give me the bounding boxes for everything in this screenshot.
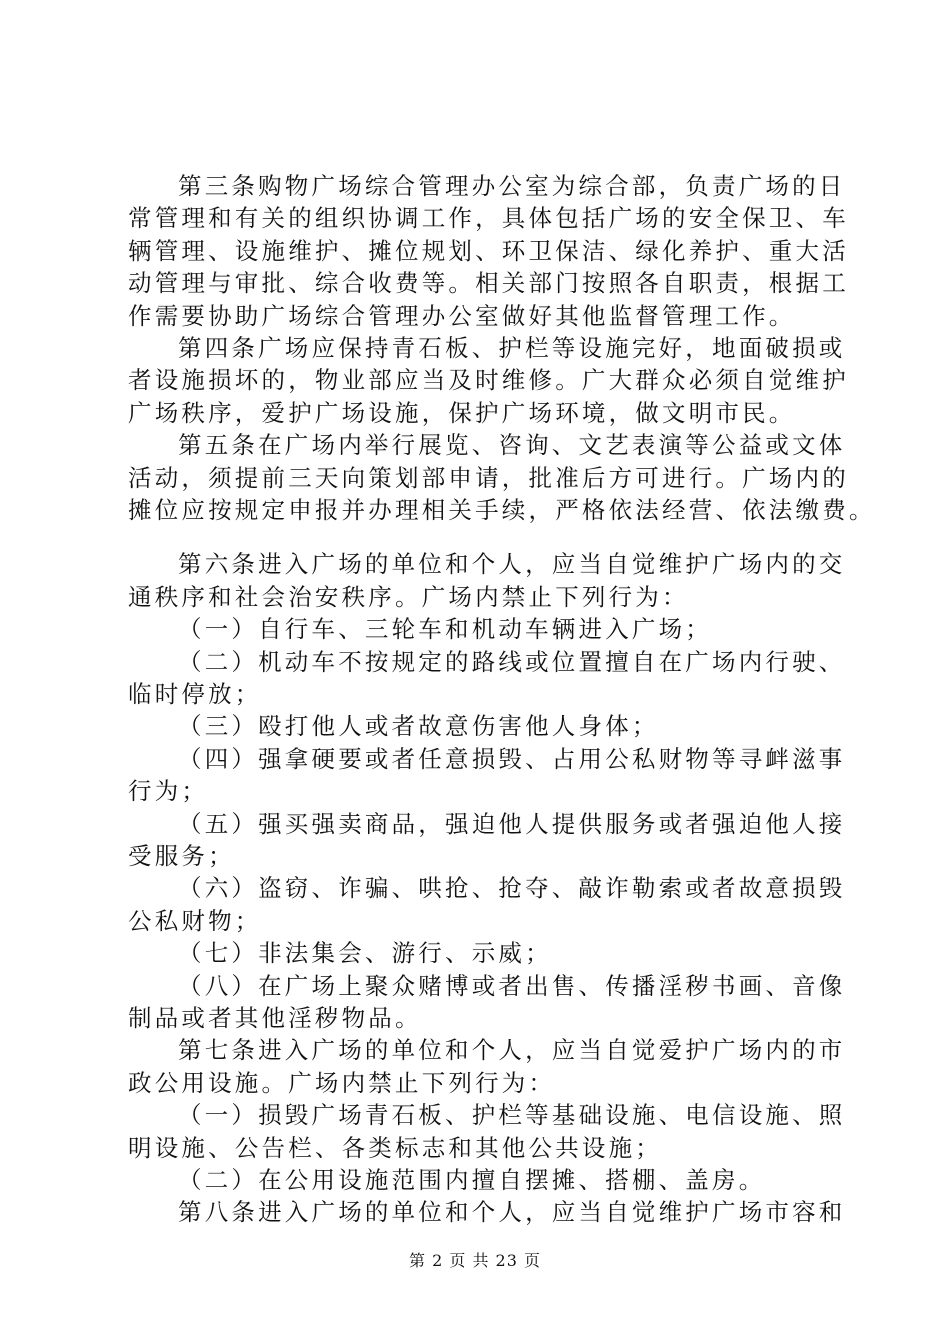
text-line: 第五条在广场内举行展览、咨询、文艺表演等公益或文体	[178, 431, 846, 459]
text-line: 作需要协助广场综合管理办公室做好其他监督管理工作。	[128, 302, 796, 330]
text-line: 活动，须提前三天向策划部申请，批准后方可进行。广场内的	[128, 464, 849, 492]
text-line: 动管理与审批、综合收费等。相关部门按照各自职责，根据工	[128, 269, 849, 297]
text-line: 摊位应按规定申报并办理相关手续，严格依法经营、依法缴费。	[128, 496, 876, 524]
text-line: （六）盗窃、诈骗、哄抢、抢夺、敲诈勒索或者故意损毁	[178, 874, 846, 902]
text-line: （七）非法集会、游行、示威；	[178, 939, 552, 967]
text-line: 第四条广场应保持青石板、护栏等设施完好，地面破损或	[178, 334, 846, 362]
text-line: 第八条进入广场的单位和个人，应当自觉维护广场市容和	[178, 1198, 846, 1226]
text-line: 制品或者其他淫秽物品。	[128, 1004, 422, 1032]
text-line: 行为；	[128, 777, 209, 805]
text-line: （二）在公用设施范围内擅自摆摊、搭棚、盖房。	[178, 1166, 766, 1194]
text-line: 广场秩序，爱护广场设施，保护广场环境，做文明市民。	[128, 399, 796, 427]
text-line: 者设施损坏的，物业部应当及时维修。广大群众必须自觉维护	[128, 366, 849, 394]
text-line: （五）强买强卖商品，强迫他人提供服务或者强迫他人接	[178, 810, 846, 838]
text-line: （二）机动车不按规定的路线或位置擅自在广场内行驶、	[178, 648, 846, 676]
text-line: 常管理和有关的组织协调工作，具体包括广场的安全保卫、车	[128, 204, 849, 232]
text-line: （三）殴打他人或者故意伤害他人身体；	[178, 712, 659, 740]
text-line: （一）自行车、三轮车和机动车辆进入广场；	[178, 615, 712, 643]
text-line: 第三条购物广场综合管理办公室为综合部，负责广场的日	[178, 172, 846, 200]
text-line: 明设施、公告栏、各类标志和其他公共设施；	[128, 1134, 662, 1162]
text-line: 第七条进入广场的单位和个人，应当自觉爱护广场内的市	[178, 1036, 846, 1064]
text-line: （八）在广场上聚众赌博或者出售、传播淫秽书画、音像	[178, 972, 846, 1000]
text-line: 第六条进入广场的单位和个人，应当自觉维护广场内的交	[178, 550, 846, 578]
text-line: 受服务；	[128, 842, 235, 870]
text-line: 临时停放；	[128, 680, 262, 708]
text-line: 辆管理、设施维护、摊位规划、环卫保洁、绿化养护、重大活	[128, 237, 849, 265]
text-line: （四）强拿硬要或者任意损毁、占用公私财物等寻衅滋事	[178, 745, 846, 773]
text-line: （一）损毁广场青石板、护栏等基础设施、电信设施、照	[178, 1101, 846, 1129]
text-line: 通秩序和社会治安秩序。广场内禁止下列行为：	[128, 583, 689, 611]
text-line: 政公用设施。广场内禁止下列行为：	[128, 1069, 556, 1097]
text-line: 公私财物；	[128, 907, 262, 935]
page-footer: 第 2 页 共 23 页	[409, 1251, 541, 1270]
